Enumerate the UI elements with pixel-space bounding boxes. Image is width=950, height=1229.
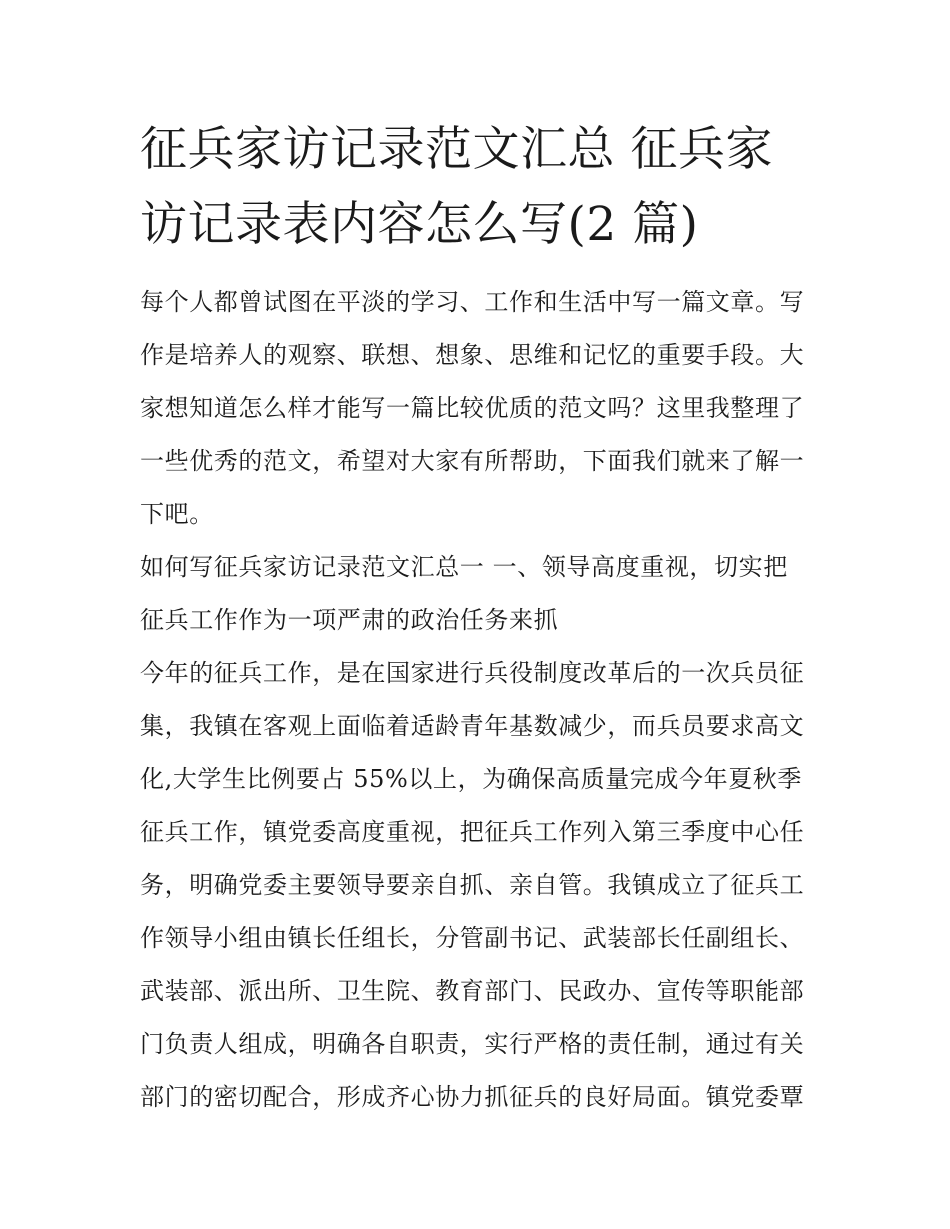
body-paragraph bbox=[140, 647, 820, 1124]
title-line: 访记录表内容怎么写(2 篇) bbox=[140, 197, 699, 252]
text-line: 武装部、派出所、卫生院、教育部门、民政办、宣传等职能部 bbox=[140, 977, 805, 1005]
text-line: 集，我镇在客观上面临着适龄青年基数减少，而兵员要求高文 bbox=[140, 712, 805, 740]
text-line: 征兵工作，镇党委高度重视，把征兵工作列入第三季度中心任 bbox=[140, 818, 805, 846]
text-line: 部门的密切配合，形成齐心协力抓征兵的良好局面。镇党委覃 bbox=[140, 1083, 805, 1111]
text-line: 家想知道怎么样才能写一篇比较优质的范文吗？这里我整理了 bbox=[140, 394, 805, 422]
text-line: 门负责人组成，明确各自职责，实行严格的责任制，通过有关 bbox=[140, 1030, 805, 1058]
intro-paragraph bbox=[140, 276, 820, 541]
text-line: 务，明确党委主要领导要亲自抓、亲自管。我镇成立了征兵工 bbox=[140, 871, 805, 899]
text-line: 征兵工作作为一项严肃的政治任务来抓 bbox=[140, 606, 559, 634]
title-line: 征兵家访记录范文汇总 征兵家 bbox=[140, 122, 773, 177]
text-line: 化,大学生比例要占 55%以上，为确保高质量完成今年夏秋季 bbox=[140, 765, 802, 793]
document-body bbox=[140, 276, 820, 1124]
text-line: 下吧。 bbox=[140, 500, 214, 528]
document-title bbox=[140, 112, 820, 262]
text-line: 一些优秀的范文，希望对大家有所帮助，下面我们就来了解一 bbox=[140, 447, 805, 475]
text-line: 作是培养人的观察、联想、想象、思维和记忆的重要手段。大 bbox=[140, 341, 805, 369]
text-line: 每个人都曾试图在平淡的学习、工作和生活中写一篇文章。写 bbox=[140, 288, 805, 316]
text-line: 如何写征兵家访记录范文汇总一 一、领导高度重视，切实把 bbox=[140, 553, 788, 581]
text-line: 作领导小组由镇长任组长，分管副书记、武装部长任副组长、 bbox=[140, 924, 805, 952]
text-line: 今年的征兵工作，是在国家进行兵役制度改革后的一次兵员征 bbox=[140, 659, 805, 687]
section-heading bbox=[140, 541, 820, 647]
